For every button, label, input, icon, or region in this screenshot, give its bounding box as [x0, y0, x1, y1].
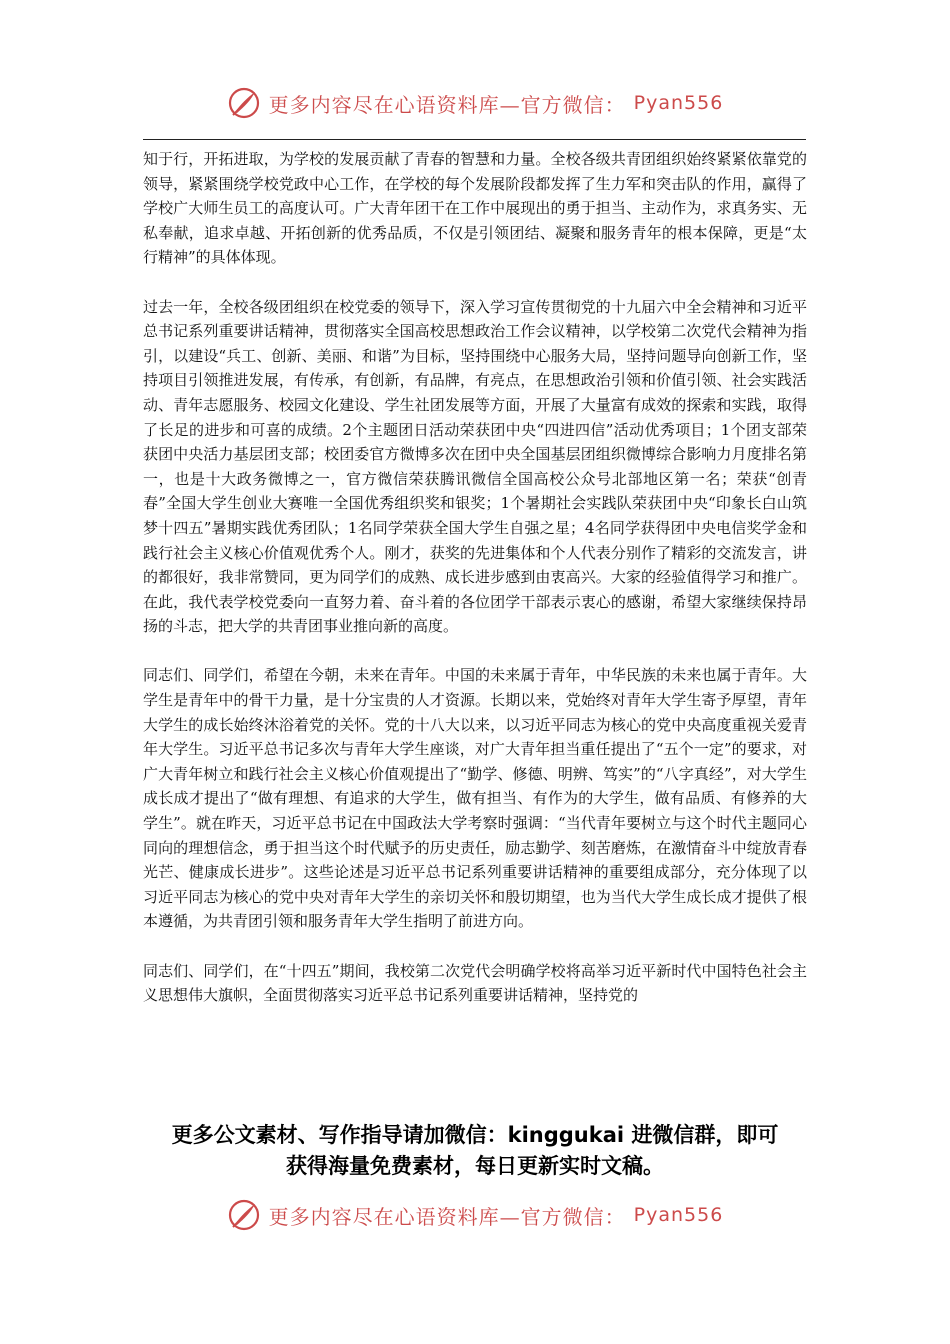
- watermark-text: 更多内容尽在心语资料库—官方微信：: [268, 92, 626, 117]
- header-watermark: [0, 86, 950, 120]
- paragraph: 同志们、同学们，在“十四五”期间，我校第二次党代会明确学校将高举习近平新时代中国特色社会主义思想伟大旗帜，全面贯彻落实习近平总书记系列重要讲话精神，坚持党的: [143, 961, 807, 1005]
- quill-logo-icon: [227, 1198, 261, 1232]
- paragraph: 同志们、同学们，希望在今朝，未来在青年。中国的未来属于青年，中华民族的未来也属于青年。大学生是青年中的骨干力量，是十分宝贵的人才资源。长期以来，党始终对青年大学生寄予厚望，青年大学生的成长始终沐浴着党的关怀。党的十八大以来，以习近平同志为核心的党中央高度重视关爱青年大学生。习近平总书记多次与青年大学生座谈，对广大青年担当重任提出了“五个一定”的要求，对广大青年树立和践行社会主义核心价值观提出了“勤学、修德、明辨、笃实”的“八字真经”，对大学生成长成才提出了“做有理想、有追求的大学生，做有担当、有作为的大学生，做有品质、有修养的大学生”。就在昨天，习近平总书记在中国政法大学考察时强调：“当代青年要树立与这个时代主题同心同向的理想信念，勇于担当这个时代赋予的历史责任，励志勤学、刻苦磨炼，在激情奋斗中绽放青春光芒、健康成长进步”。这些论述是习近平总书记系列重要讲话精神的重要组成部分，充分体现了以习近平同志为核心的党中央对青年大学生的亲切关怀和殷切期望，也为当代大学生成长成才提供了根本遵循，为共青团引领和服务青年大学生指明了前进方向。: [143, 666, 807, 931]
- document-body: [143, 147, 807, 1032]
- promo-notice: [135, 1120, 815, 1182]
- quill-logo-icon: [227, 86, 261, 120]
- header-divider: [143, 139, 806, 140]
- promo-line: 更多公文素材、写作指导请加微信：kinggukai 进微信群，即可: [171, 1123, 779, 1147]
- watermark-wechat-id: Pyan556: [633, 1204, 724, 1226]
- watermark-wechat-id: Pyan556: [633, 92, 724, 114]
- footer-watermark: [0, 1198, 950, 1232]
- promo-line: 获得海量免费素材，每日更新实时文稿。: [286, 1154, 664, 1178]
- watermark-text: 更多内容尽在心语资料库—官方微信：: [268, 1204, 626, 1229]
- paragraph: 过去一年，全校各级团组织在校党委的领导下，深入学习宣传贯彻党的十九届六中全会精神和习近平总书记系列重要讲话精神，贯彻落实全国高校思想政治工作会议精神，以学校第二次党代会精神为指引，以建设“兵工、创新、美丽、和谐”为目标，坚持围绕中心服务大局，坚持问题导向创新工作，坚持项目引领推进发展，有传承，有创新，有品牌，有亮点，在思想政治引领和价值引领、社会实践活动、青年志愿服务、校园文化建设、学生社团发展等方面，开展了大量富有成效的探索和实践，取得了长足的进步和可喜的成绩。2个主题团日活动荣获团中央“四进四信”活动优秀项目；1个团支部荣获团中央活力基层团支部；校团委官方微博多次在团中央全国基层团组织微博综合影响力月度排名第一，也是十大政务微博之一，官方微信荣获腾讯微信全国高校公众号北部地区第一名；荣获“创青春”全国大学生创业大赛唯一全国优秀组织奖和银奖；1个暑期社会实践队荣获团中央“印象长白山筑梦十四五”暑期实践优秀团队；1名同学荣获全国大学生自强之星；4名同学获得团中央电信奖学金和践行社会主义核心价值观优秀个人。刚才，获奖的先进集体和个人代表分别作了精彩的交流发言，讲的都很好，我非常赞同，更为同学们的成熟、成长进步感到由衷高兴。大家的经验值得学习和推广。在此，我代表学校党委向一直努力着、奋斗着的各位团学干部表示衷心的感谢，希望大家继续保持昂扬的斗志，把大学的共青团事业推向新的高度。: [143, 297, 807, 636]
- paragraph: 知于行，开拓进取，为学校的发展贡献了青春的智慧和力量。全校各级共青团组织始终紧紧依靠党的领导，紧紧围绕学校党政中心工作，在学校的每个发展阶段都发挥了生力军和突击队的作用，赢得了学校广大师生员工的高度认可。广大青年团干在工作中展现出的勇于担当、主动作为，求真务实、无私奉献，追求卓越、开拓创新的优秀品质，不仅是引领团结、凝聚和服务青年的根本保障，更是“太行精神”的具体体现。: [143, 150, 807, 267]
